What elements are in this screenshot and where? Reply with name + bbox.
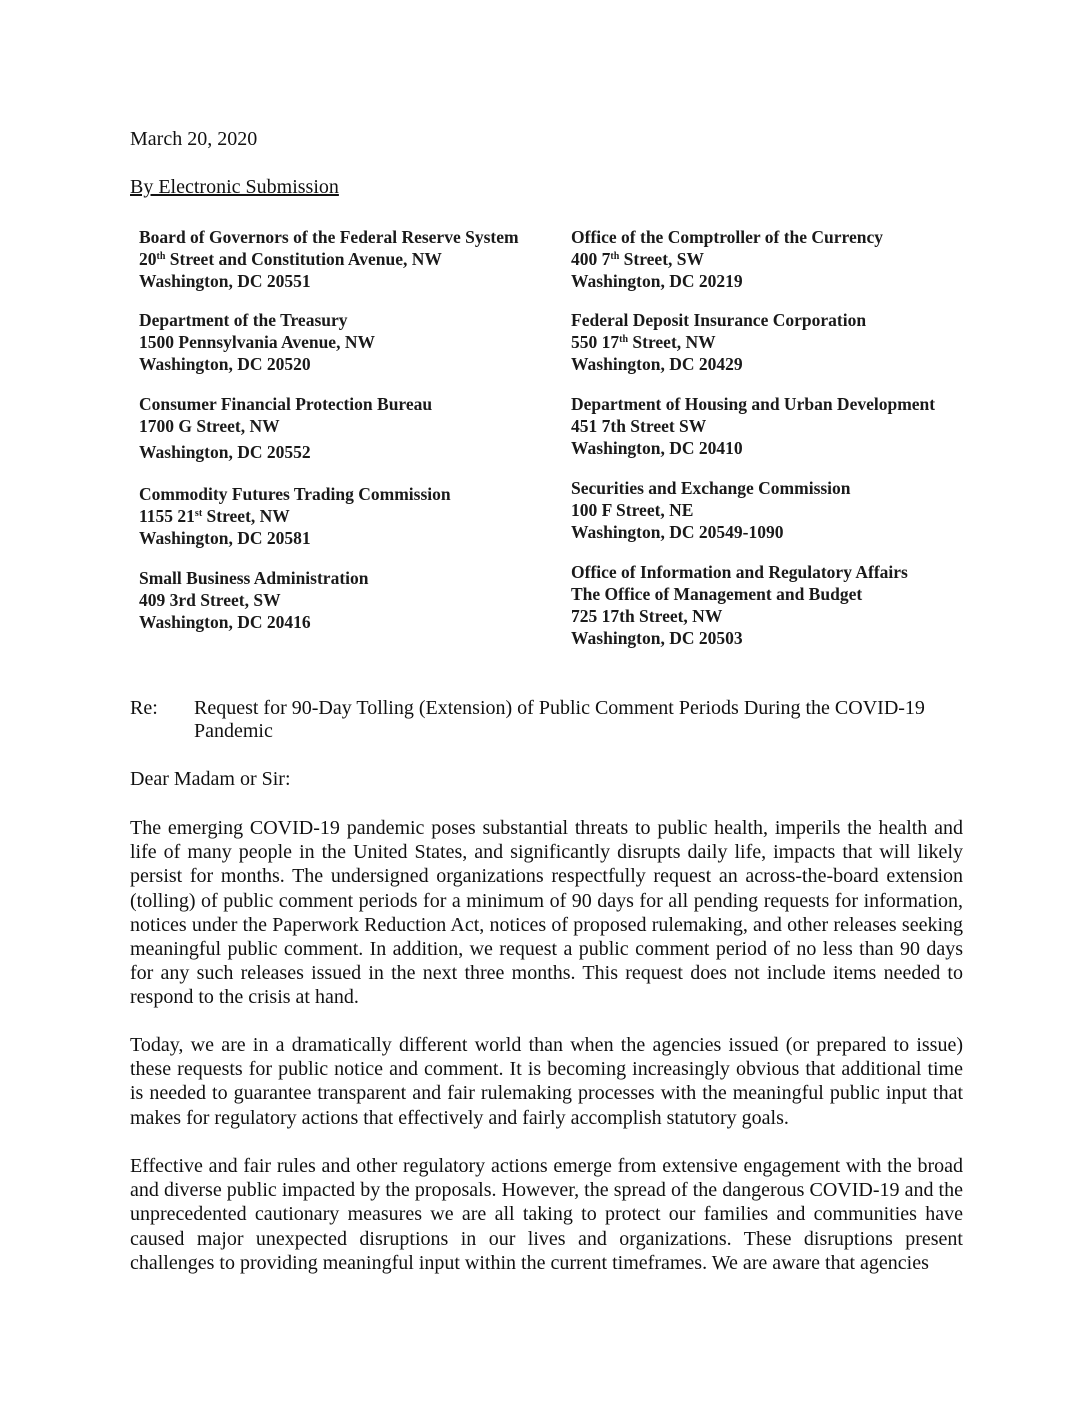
addressee-city: Washington, DC 20429 bbox=[571, 354, 743, 374]
subject-label: Re: bbox=[130, 697, 158, 719]
submission-method: By Electronic Submission bbox=[130, 176, 339, 198]
addressee-name: Board of Governors of the Federal Reserve System bbox=[139, 227, 519, 247]
addressee-street: 20th Street and Constitution Avenue, NW bbox=[139, 249, 442, 269]
addressee-street: 451 7th Street SW bbox=[571, 416, 707, 436]
addressee-occ bbox=[571, 226, 883, 292]
addressee-city: Washington, DC 20549-1090 bbox=[571, 522, 784, 542]
addressee-oira bbox=[571, 561, 908, 649]
addressee-name: Commodity Futures Trading Commission bbox=[139, 484, 451, 504]
salutation: Dear Madam or Sir: bbox=[130, 768, 291, 790]
addressee-city: Washington, DC 20520 bbox=[139, 354, 311, 374]
addressee-street: 100 F Street, NE bbox=[571, 500, 694, 520]
subject-text: Request for 90-Day Tolling (Extension) of Public Comment Periods During the COVID-19 Pandemic bbox=[194, 697, 925, 742]
addressee-street: 1155 21st Street, NW bbox=[139, 506, 290, 526]
addressee-street: 409 3rd Street, SW bbox=[139, 590, 281, 610]
addressee-city: Washington, DC 20219 bbox=[571, 271, 743, 291]
addressee-city: Washington, DC 20581 bbox=[139, 528, 311, 548]
body-paragraph: Effective and fair rules and other regulatory actions emerge from extensive engagement with the broad and diverse public impacted by the proposals. However, the spread of the dangerous COVID-19 and the unprecedented cautionary measures we are all taking to protect our families and communities have caused major unexpected disruptions in our lives and organizations. These disruptions present challenges to providing meaningful input within the current timeframes. We are aware that agencies bbox=[130, 1155, 963, 1274]
addressee-street: 1700 G Street, NW bbox=[139, 416, 280, 436]
addressee-name: Office of Information and Regulatory Affairs bbox=[571, 562, 908, 582]
addressee-hud bbox=[571, 393, 935, 459]
addressee-name: Consumer Financial Protection Bureau bbox=[139, 394, 433, 414]
body-paragraph: The emerging COVID-19 pandemic poses substantial threats to public health, imperils the health and life of many people in the United States, and significantly disrupts daily life, impacts that will likely persist for months. The undersigned organizations respectfully request an across-the-board extension (tolling) of public comment periods for a minimum of 90 days for all pending requests for information, notices under the Paperwork Reduction Act, notices of proposed rulemaking, and other releases seeking meaningful public comment. In addition, we request a public comment period of no less than 90 days for any such releases issued in the next three months. This request does not include items needed to respond to the crisis at hand. bbox=[130, 817, 963, 1009]
addressee-street: 400 7th Street, SW bbox=[571, 249, 705, 269]
body-paragraph: Today, we are in a dramatically different world than when the agencies issued (or prepared to issue) these requests for public notice and comment. It is becoming increasingly obvious that additional time is needed to guarantee transparent and fair rulemaking processes with the meaningful public input that makes for regulatory actions that effectively and fairly accomplish statutory goals. bbox=[130, 1034, 963, 1129]
addressee-city: Washington, DC 20503 bbox=[571, 628, 743, 648]
addressee-street: 550 17th Street, NW bbox=[571, 332, 716, 352]
addressee-name: Small Business Administration bbox=[139, 568, 369, 588]
addressee-street: 1500 Pennsylvania Avenue, NW bbox=[139, 332, 375, 352]
addressee-city: Washington, DC 20552 bbox=[139, 442, 311, 462]
addressee-name: Department of Housing and Urban Development bbox=[571, 394, 936, 414]
addressee-street: 725 17th Street, NW bbox=[571, 606, 723, 626]
addressee-sec bbox=[571, 477, 851, 543]
addressee-cftc bbox=[139, 483, 451, 549]
addressee-name: Department of the Treasury bbox=[139, 310, 348, 330]
addressee-name: Securities and Exchange Commission bbox=[571, 478, 851, 498]
addressee-name: Federal Deposit Insurance Corporation bbox=[571, 310, 867, 330]
addressee-city: Washington, DC 20416 bbox=[139, 612, 311, 632]
addressee-city: Washington, DC 20410 bbox=[571, 438, 743, 458]
addressee-name: Office of the Comptroller of the Currency bbox=[571, 227, 884, 247]
letter-date: March 20, 2020 bbox=[130, 128, 258, 150]
addressee-cfpb bbox=[139, 393, 432, 463]
addressee-fdic bbox=[571, 309, 866, 375]
addressee-sba bbox=[139, 567, 369, 633]
addressee-treasury bbox=[139, 309, 375, 375]
addressee-name-secondary: The Office of Management and Budget bbox=[571, 584, 863, 604]
addressee-city: Washington, DC 20551 bbox=[139, 271, 311, 291]
addressee-federal-reserve bbox=[139, 226, 519, 292]
